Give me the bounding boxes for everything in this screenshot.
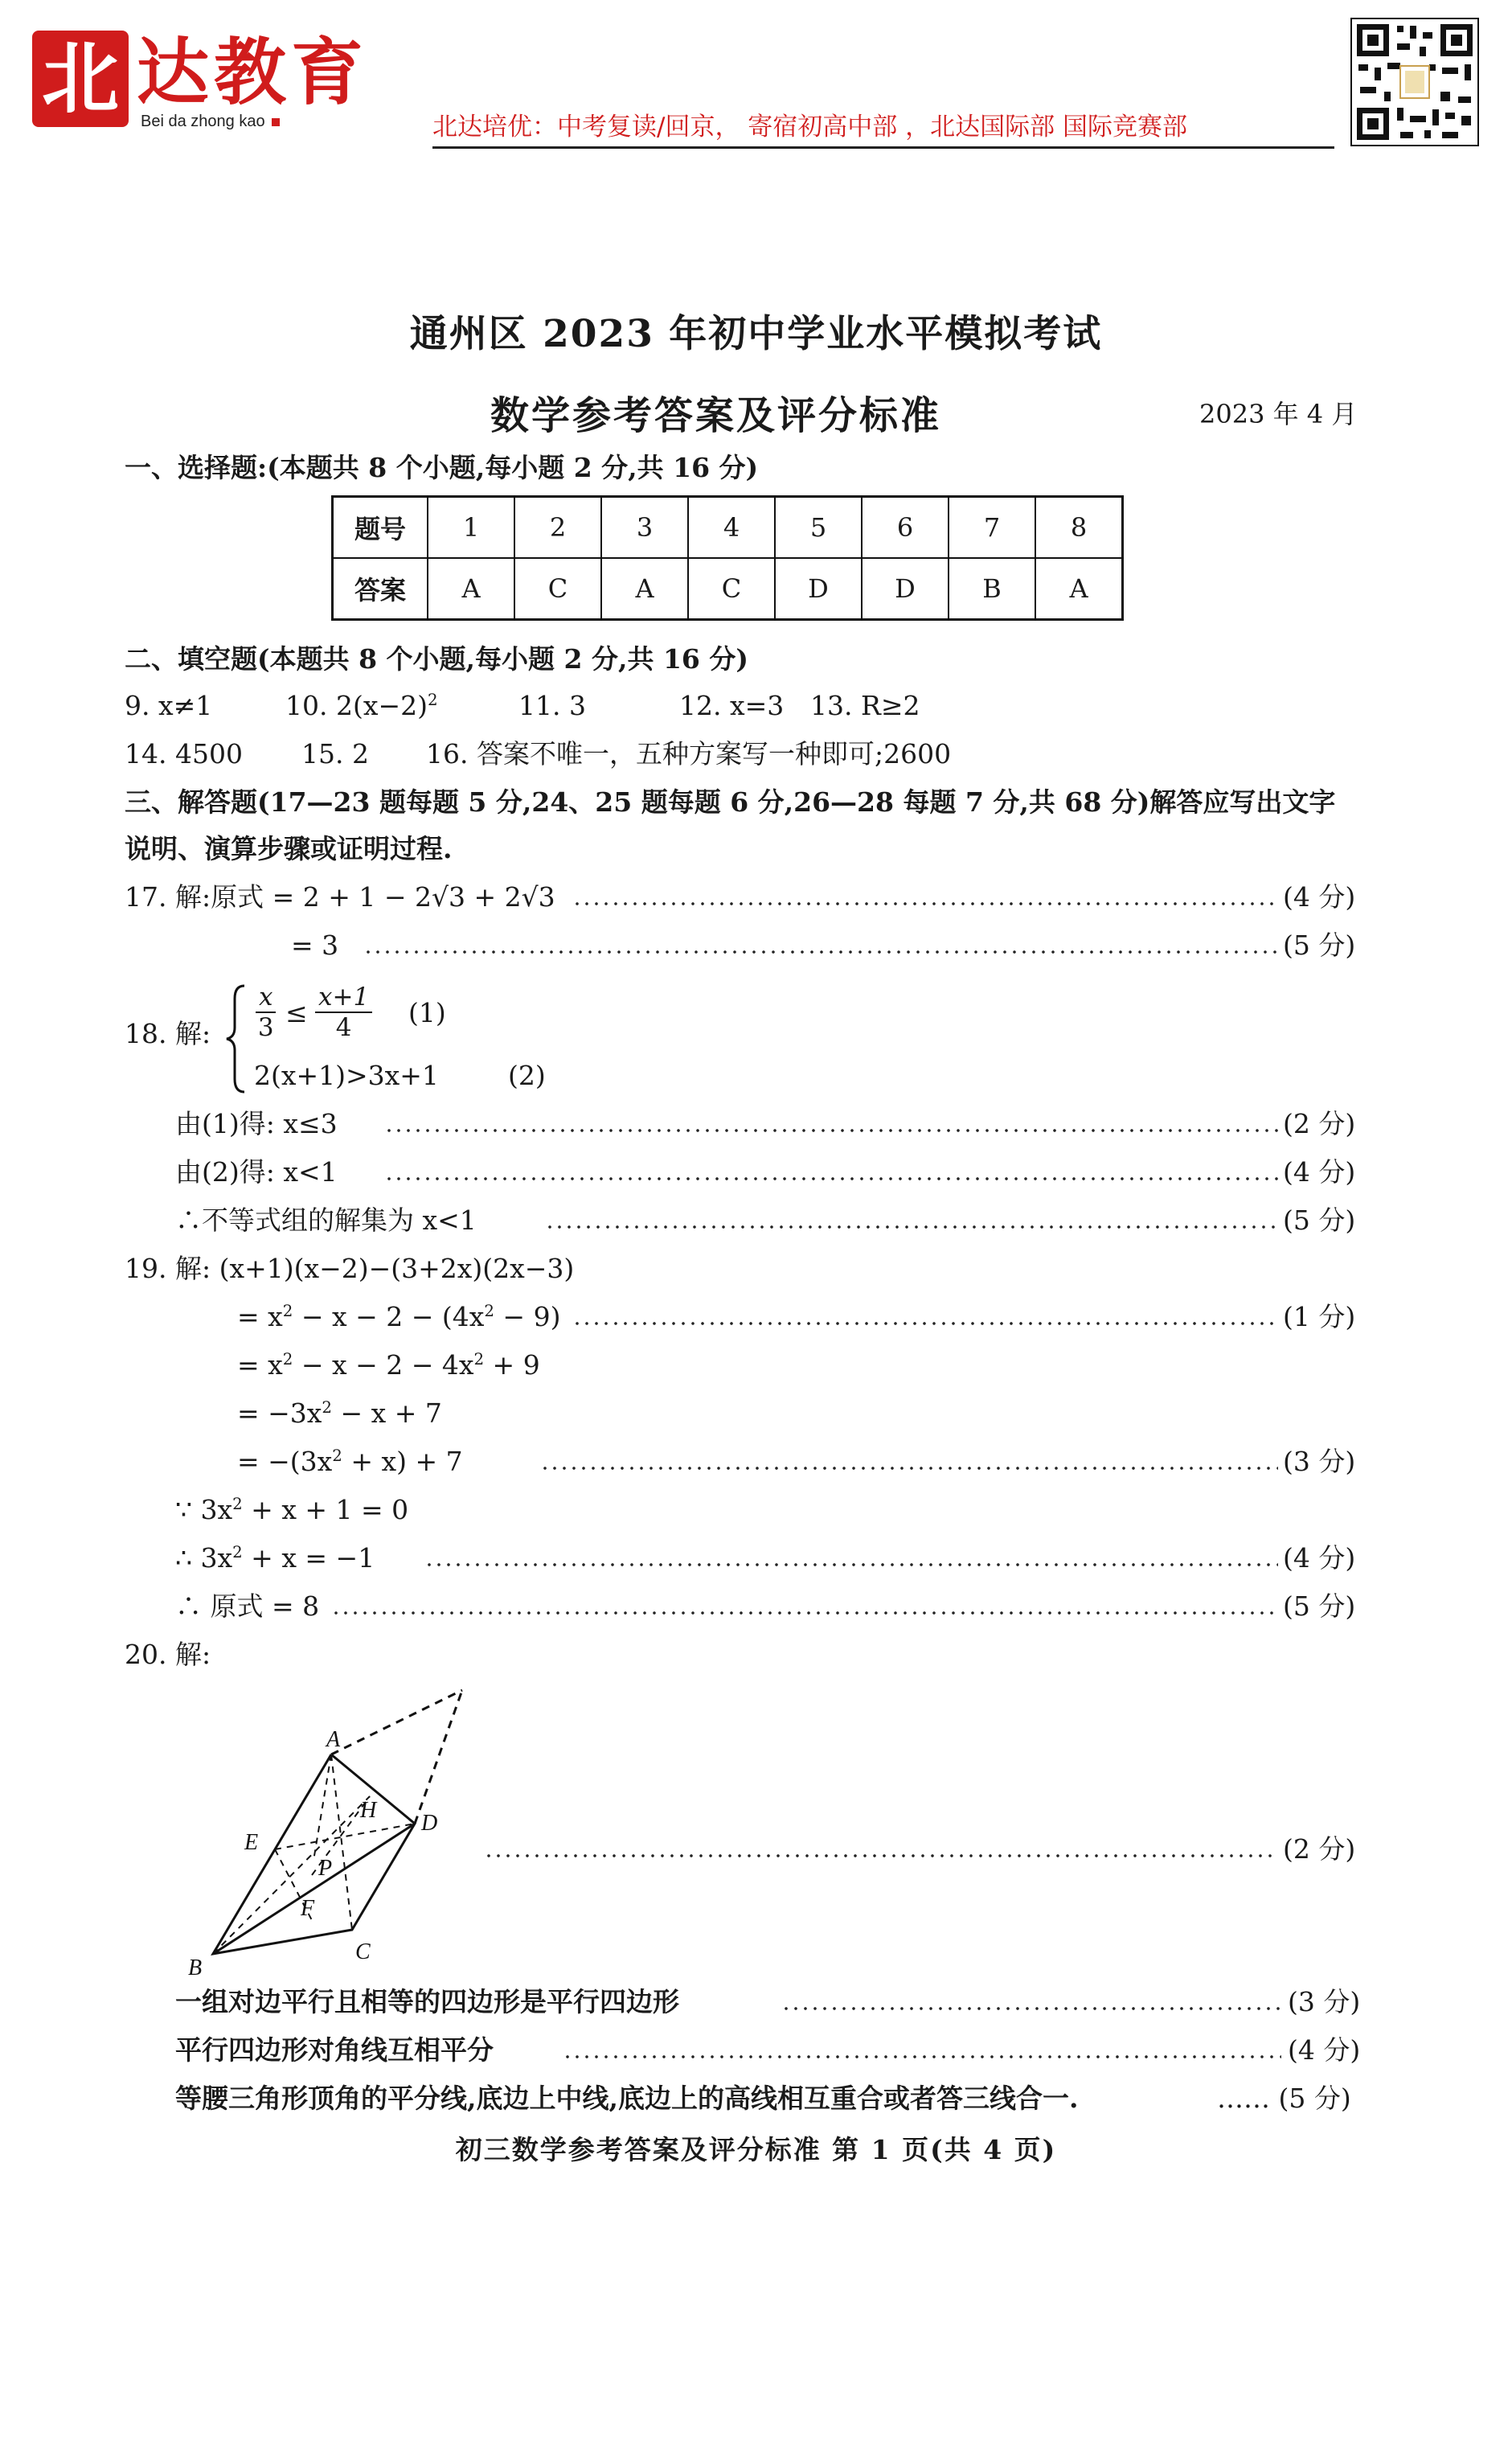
q19-points8: (5 分)	[1283, 1590, 1356, 1622]
answer-14: 14. 4500	[125, 738, 243, 769]
brand-subtitle: Bei da zhong kao	[141, 113, 280, 131]
q18-points2: (4 分)	[1283, 1156, 1356, 1188]
answer-9: 9. x≠1	[125, 690, 213, 721]
header-divider	[432, 146, 1334, 149]
table-cell: B	[949, 558, 1035, 620]
system-brace-icon	[225, 983, 249, 1095]
q17-line1: 17. 解:原式 = 2 + 1 − 2√3 + 2√3	[125, 881, 555, 913]
q20-label: 20. 解:	[125, 1639, 211, 1670]
section2-heading: 二、填空题(本题共 8 个小题,每小题 2 分,共 16 分)	[125, 643, 748, 675]
q18-inequality2: 2(x+1)>3x+1	[254, 1060, 439, 1091]
dot-leader	[572, 881, 1278, 913]
q18-step2: 由(2)得: x<1	[175, 1156, 338, 1188]
q19-line2: = $x^2 - x - 2 - (4x^2 - 9)$	[237, 1301, 561, 1332]
point-label-p: P	[318, 1856, 333, 1881]
table-cell: D	[775, 558, 862, 620]
table-row-answers	[333, 558, 1123, 620]
table-cell: A	[601, 558, 688, 620]
dot-leader	[384, 1156, 1278, 1188]
dot-leader	[363, 930, 1278, 962]
point-label-e: E	[244, 1830, 259, 1855]
table-cell: 1	[428, 497, 514, 559]
q20-reason1: 一组对边平行且相等的四边形是平行四边形	[175, 1986, 679, 2017]
q19-line4: = $-3x^2 - x + 7$	[237, 1397, 442, 1429]
section3-heading: 三、解答题(17—23 题每题 5 分,24、25 题每题 6 分,26—28 每题 7 分,共 68 分)解答应写出文字	[125, 786, 1336, 818]
answer-15: 15. 2	[301, 738, 369, 769]
table-cell: 2	[514, 497, 601, 559]
q17-points1: (4 分)	[1283, 881, 1356, 913]
point-label-f: F	[301, 1896, 315, 1921]
q20-figure-points: (2 分)	[1283, 1833, 1356, 1865]
q19-line3: = $x^2 - x - 2 - 4x^2 + 9$	[237, 1349, 540, 1381]
q18-points1: (2 分)	[1283, 1108, 1356, 1139]
table-cell: A	[1035, 558, 1123, 620]
dot-leader	[572, 1301, 1278, 1333]
qr-code-icon	[1350, 18, 1479, 146]
q18-tag2: (2)	[508, 1060, 546, 1091]
table-header-number: 题号	[333, 497, 428, 559]
point-label-a: A	[326, 1727, 341, 1752]
q18-step1: 由(1)得: x≤3	[175, 1108, 338, 1139]
brand-name: 达教育	[137, 30, 368, 115]
q18-label: 18. 解:	[125, 1018, 211, 1049]
q17-line2: = 3	[291, 930, 339, 961]
q18-points3: (5 分)	[1283, 1204, 1356, 1236]
page-header	[32, 18, 1479, 146]
q20-reason2: 平行四边形对角线互相平分	[175, 2034, 494, 2066]
exam-title: 通州区 2023 年初中学业水平模拟考试	[409, 312, 1103, 356]
dot-leader	[484, 1833, 1278, 1865]
q18-fraction-right: $\frac{x+1}{4}$	[315, 983, 372, 1042]
point-label-b: B	[188, 1955, 203, 1978]
point-label-h: H	[360, 1798, 377, 1823]
exam-date: 2023 年 4 月	[1199, 399, 1358, 429]
table-cell: 5	[775, 497, 862, 559]
answer-16: 16. 答案不唯一，五种方案写一种即可;2600	[426, 738, 952, 769]
table-row-numbers	[333, 497, 1123, 559]
dot-leader	[563, 2034, 1281, 2066]
brand-logo: 北	[32, 31, 129, 127]
q19-line7: ∴ $3x^2 + x = -1$	[175, 1542, 375, 1574]
page-footer: 初三数学参考答案及评分标准 第 1 页(共 4 页)	[455, 2134, 1057, 2165]
q19-points7: (4 分)	[1283, 1542, 1356, 1574]
q19-points2: (1 分)	[1283, 1301, 1356, 1332]
q19-line8: ∴ 原式 = 8	[175, 1590, 320, 1622]
answer-12: 12. x=3	[679, 690, 785, 721]
answer-key-title: 数学参考答案及评分标准	[490, 393, 942, 438]
q18-tag1: (1)	[408, 997, 446, 1028]
dot-leader	[545, 1204, 1278, 1237]
q19-line5: = $-(3x^2 + x) + 7$	[237, 1446, 463, 1477]
q19-line1: 19. 解: (x+1)(x−2)−(3+2x)(2x−3)	[125, 1253, 575, 1284]
q17-points2: (5 分)	[1283, 930, 1356, 961]
answer-11: 11. 3	[518, 690, 586, 721]
table-cell: 4	[688, 497, 775, 559]
q19-line6: ∵ $3x^2 + x + 1 = 0$	[175, 1494, 409, 1525]
table-cell: 7	[949, 497, 1035, 559]
answer-table	[331, 495, 1124, 621]
dot-leader	[781, 1986, 1281, 2018]
table-cell: A	[428, 558, 514, 620]
dot-leader	[540, 1446, 1278, 1478]
table-header-answer: 答案	[333, 558, 428, 620]
q18-fraction-left: $\frac{x}{3}$	[256, 983, 276, 1042]
q18-relation: ≤	[285, 997, 308, 1028]
table-cell: D	[862, 558, 949, 620]
answer-13: 13. R≥2	[810, 690, 920, 721]
dot-leader	[384, 1108, 1278, 1140]
section1-heading: 一、选择题:(本题共 8 个小题,每小题 2 分,共 16 分)	[125, 452, 759, 483]
dot-leader	[424, 1542, 1278, 1574]
point-label-c: C	[355, 1939, 371, 1964]
point-label-d: D	[421, 1811, 438, 1836]
table-cell: 3	[601, 497, 688, 559]
brand-slogan: 北达培优：中考复读/回京， 寄宿初高中部 ，北达国际部 国际竞赛部	[432, 113, 1188, 142]
dot-leader	[331, 1590, 1278, 1623]
table-cell: 6	[862, 497, 949, 559]
q19-points5: (3 分)	[1283, 1446, 1356, 1477]
table-cell: C	[688, 558, 775, 620]
table-cell: 8	[1035, 497, 1123, 559]
answer-10: 10. $2(x-2)^2$	[285, 690, 438, 721]
geometry-figure	[177, 1689, 482, 1978]
q18-step3: ∴不等式组的解集为 x<1	[175, 1204, 477, 1236]
q20-points3: …… (5 分)	[1217, 2083, 1351, 2114]
section3-heading-cont: 说明、演算步骤或证明过程.	[125, 833, 453, 864]
q20-points1: (3 分)	[1288, 1986, 1361, 2017]
q20-points2: (4 分)	[1288, 2034, 1361, 2066]
q20-reason3: 等腰三角形顶角的平分线,底边上中线,底边上的高线相互重合或者答三线合一.	[175, 2083, 1079, 2114]
table-cell: C	[514, 558, 601, 620]
